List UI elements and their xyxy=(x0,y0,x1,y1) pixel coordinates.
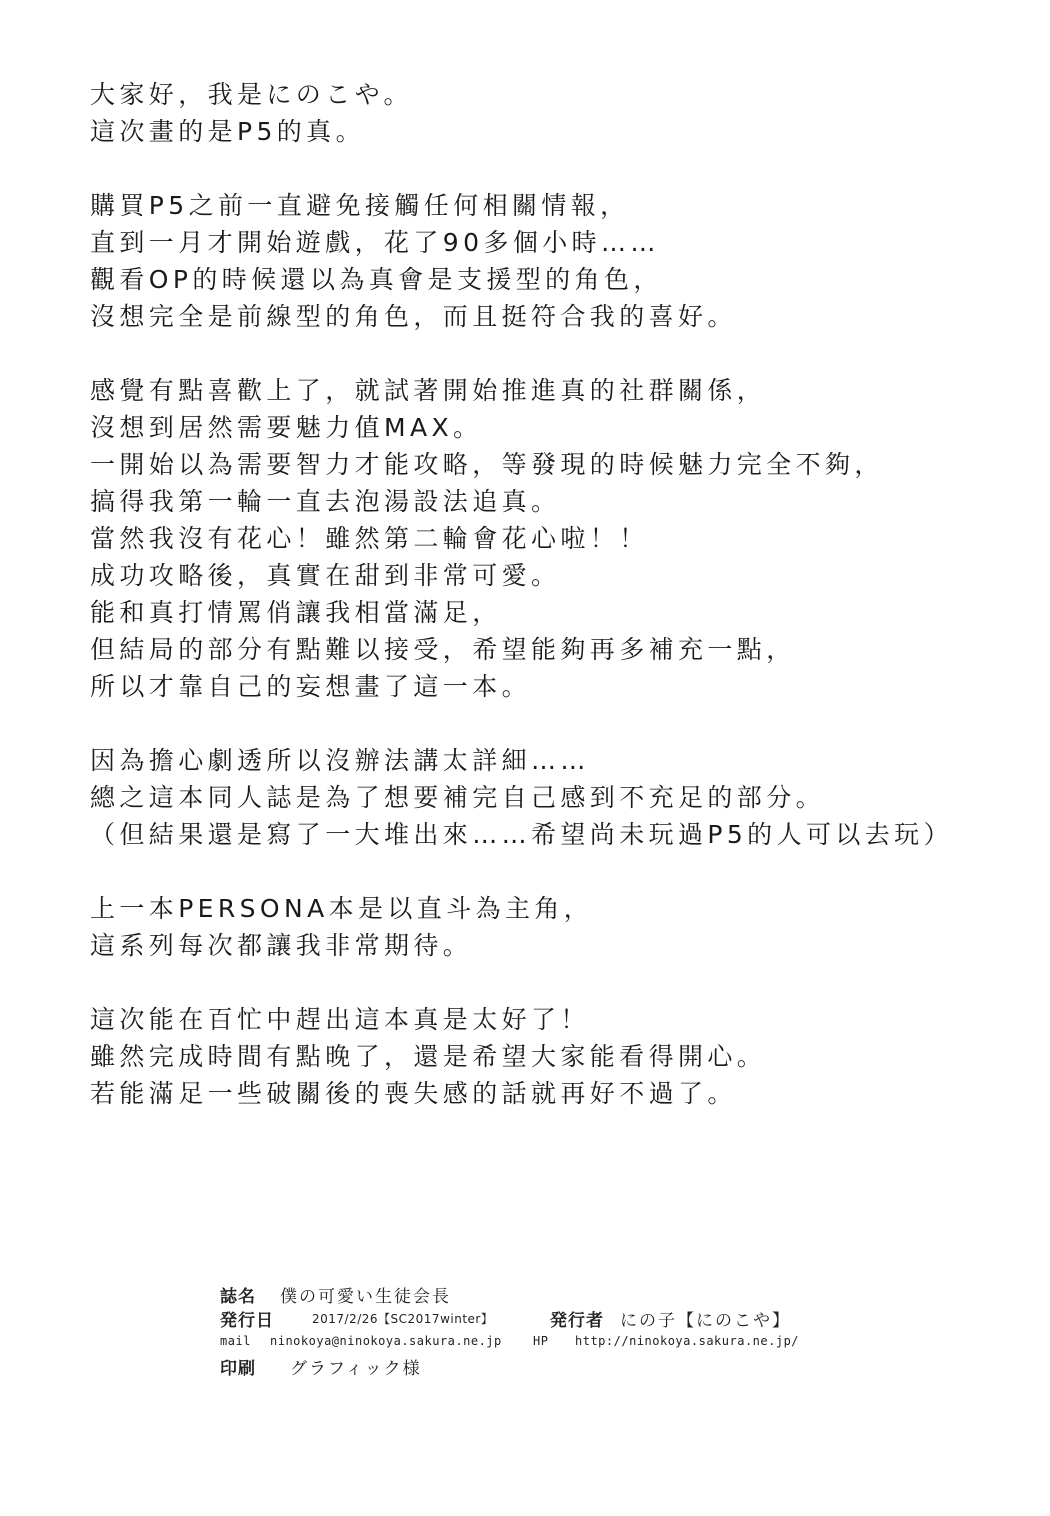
afterword-text xyxy=(90,76,1010,1112)
text-line: 這次能在百忙中趕出這本真是太好了！ xyxy=(90,1005,590,1034)
paragraph-gap xyxy=(90,964,1010,1001)
text-line: 觀看OP的時候還以為真會是支援型的角色， xyxy=(90,265,663,294)
text-line: 感覺有點喜歡上了，就試著開始推進真的社群關係， xyxy=(90,376,767,405)
colophon-print-row xyxy=(220,1354,960,1378)
text-line: 能和真打情罵俏讓我相當滿足， xyxy=(90,598,502,627)
text-line: 這次畫的是P5的真。 xyxy=(90,117,365,146)
title-label: 誌名 xyxy=(220,1287,256,1307)
text-line: 這系列每次都讓我非常期待。 xyxy=(90,931,473,960)
paragraph-gap xyxy=(90,705,1010,742)
paragraph-gap xyxy=(90,150,1010,187)
publisher-name: にの子【にのこや】 xyxy=(620,1311,791,1331)
printer-name: グラフィック様 xyxy=(290,1359,422,1379)
text-line: 總之這本同人誌是為了想要補完自己感到不充足的部分。 xyxy=(90,783,826,812)
print-label: 印刷 xyxy=(220,1359,256,1379)
book-title: 僕の可愛い生徒会長 xyxy=(280,1287,451,1307)
paragraph-gap xyxy=(90,853,1010,890)
text-line: 當然我沒有花心！雖然第二輪會花心啦！！ xyxy=(90,524,649,553)
text-line: 雖然完成時間有點晚了，還是希望大家能看得開心。 xyxy=(90,1042,767,1071)
text-line: 沒想完全是前線型的角色，而且挺符合我的喜好。 xyxy=(90,302,737,331)
text-line: 但結局的部分有點難以接受，希望能夠再多補充一點， xyxy=(90,635,796,664)
date-label: 発行日 xyxy=(220,1311,274,1331)
text-line: 成功攻略後，真實在甜到非常可愛。 xyxy=(90,561,561,590)
colophon-contact-row xyxy=(220,1330,960,1354)
text-line: 一開始以為需要智力才能攻略，等發現的時候魅力完全不夠， xyxy=(90,450,884,479)
text-line: 大家好，我是にのこや。 xyxy=(90,80,413,109)
text-line: 上一本PERSONA本是以直斗為主角， xyxy=(90,894,594,923)
text-line: 直到一月才開始遊戲，花了90多個小時…… xyxy=(90,228,660,257)
mail-address: ninokoya@ninokoya.sakura.ne.jp xyxy=(270,1334,502,1348)
text-line: 所以才靠自己的妄想畫了這一本。 xyxy=(90,672,532,701)
colophon-title-row xyxy=(220,1282,960,1306)
text-line: 搞得我第一輪一直去泡湯設法追真。 xyxy=(90,487,561,516)
colophon xyxy=(220,1282,960,1378)
publisher-label: 発行者 xyxy=(550,1311,604,1331)
homepage-url: http://ninokoya.sakura.ne.jp/ xyxy=(575,1334,800,1348)
hp-label: HP xyxy=(533,1334,549,1348)
paragraph-gap xyxy=(90,335,1010,372)
text-line: 沒想到居然需要魅力值MAX。 xyxy=(90,413,483,442)
publish-date: 2017/2/26【SC2017winter】 xyxy=(312,1312,494,1326)
colophon-date-row xyxy=(220,1306,960,1330)
mail-label: mail xyxy=(220,1334,251,1348)
text-line: 購買P5之前一直避免接觸任何相關情報， xyxy=(90,191,630,220)
text-line: （但結果還是寫了一大堆出來……希望尚未玩過P5的人可以去玩） xyxy=(90,820,953,849)
text-line: 若能滿足一些破關後的喪失感的話就再好不過了。 xyxy=(90,1079,737,1108)
text-line: 因為擔心劇透所以沒辦法講太詳細…… xyxy=(90,746,590,775)
